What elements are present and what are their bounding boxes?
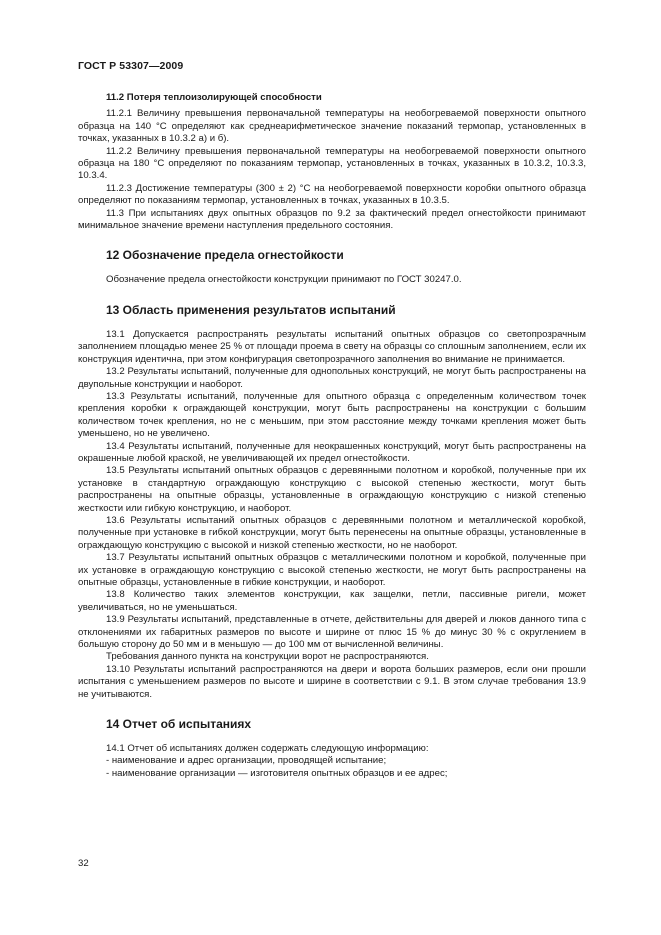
paragraph-13-8: 13.8 Количество таких элементов конструкции, как защелки, петли, пассивные ригели, может увеличиваться, но не уменьшаться.	[78, 589, 586, 613]
list-item: - наименование организации — изготовителя опытных образцов и ее адрес;	[106, 767, 448, 779]
paragraph-13-5: 13.5 Результаты испытаний опытных образцов с деревянными полотном и коробкой, полученные при их установке в стандартную ограждающую конструкцию с высокой степенью жесткости, могут быть распространены на опытные образцы, установленные в ограждающую конструкцию с низкой степенью жесткости или гибкую конструкцию, и наоборот.	[78, 465, 586, 514]
paragraph-13-10: 13.10 Результаты испытаний распространяются на двери и ворота больших размеров, если они прошли испытания с уменьшением размеров по высоте и ширине в соответствии с 9.1. В этом случае требования 13.9 не учитываются.	[78, 663, 586, 700]
paragraph-13-3: 13.3 Результаты испытаний, полученные для опытного образца с определенным количеством точек крепления коробки к ограждающей конструкции, могут быть распространены на конструкции с большим количеством точек крепления, но не с меньшим, при этом расстояние между точками крепления может быть уменьшено, но не увеличено.	[78, 390, 586, 440]
paragraph-13-4: 13.4 Результаты испытаний, полученные для неокрашенных конструкций, могут быть распространены на окрашенные любой краской, не увеличивающей их предел огнестойкости.	[78, 440, 586, 464]
section-title-14: 14 Отчет об испытаниях	[106, 717, 252, 732]
subsection-title-11-2: 11.2 Потеря теплоизолирующей способности	[106, 92, 322, 103]
paragraph-11-2-1: 11.2.1 Величину превышения первоначальной температуры на необогреваемой поверхности опытного образца на 140 °С определяют как среднеарифметическое значение показаний термопар, установленных в точках, указанных в 10.3.2 а) и б).	[78, 108, 586, 145]
list-item: - наименование и адрес организации, проводящей испытание;	[106, 755, 387, 767]
document-body	[78, 92, 586, 780]
paragraph-13-9-note: Требования данного пункта на конструкции ворот не распространяются.	[106, 651, 429, 663]
paragraph-11-3: 11.3 При испытаниях двух опытных образцов по 9.2 за фактический предел огнестойкости принимают минимальное значение времени наступления предельного состояния.	[78, 207, 586, 232]
paragraph-12: Обозначение предела огнестойкости конструкции принимают по ГОСТ 30247.0.	[106, 274, 462, 286]
paragraph-13-7: 13.7 Результаты испытаний опытных образцов с металлическими полотном и коробкой, полученные при их установке в ограждающую конструкцию с высокой степенью жесткости, не могут быть распространены на опытные образцы, установленные в гибкие конструкции, и наоборот.	[78, 552, 586, 588]
paragraph-14-1: 14.1 Отчет об испытаниях должен содержать следующую информацию:	[106, 743, 429, 755]
section-title-13: 13 Область применения результатов испытаний	[106, 302, 396, 317]
page-number: 32	[78, 858, 89, 869]
paragraph-11-2-3: 11.2.3 Достижение температуры (300 ± 2) °С на необогреваемой поверхности коробки опытного образца определяют по показаниям термопар, установленных в точках, указанных в 10.3.5.	[78, 182, 586, 207]
document-header: ГОСТ Р 53307—2009	[78, 60, 184, 72]
paragraph-13-6: 13.6 Результаты испытаний опытных образцов с деревянными полотном и металлической коробкой, полученные при установке в гибкой конструкции, могут быть перенесены на опытные образцы, установленные в ограждающую конструкцию с высокой и низкой степенью жесткости, но не наоборот.	[78, 514, 586, 551]
paragraph-13-2: 13.2 Результаты испытаний, полученные для однопольных конструкций, не могут быть распространены на двупольные конструкции и наоборот.	[78, 366, 586, 390]
paragraph-13-1: 13.1 Допускается распространять результаты испытаний опытных образцов со светопрозрачным заполнением площадью менее 25 % от площади проема в свету на образцы со сплошным заполнением, если их конструкция идентична, при этом конфигурация светопрозрачного заполнения во внимание не принимается.	[78, 328, 586, 365]
report-contents-list	[78, 755, 586, 780]
paragraph-11-2-2: 11.2.2 Величину превышения первоначальной температуры на необогреваемой поверхности опытного образца на 180 °С определяют по показаниям термопар, установленных в точках, указанных в 10.3.2, 10.3.3, 10.3.4.	[78, 145, 586, 182]
paragraph-13-9: 13.9 Результаты испытаний, представленные в отчете, действительны для дверей и люков данного типа с отклонениями их габаритных размеров по высоте и ширине от плюс 15 % до минус 30 % с округлением в большую сторону до 50 мм и в меньшую — до 100 мм от вычисленной величины.	[78, 614, 586, 651]
section-title-12: 12 Обозначение предела огнестойкости	[106, 248, 344, 263]
